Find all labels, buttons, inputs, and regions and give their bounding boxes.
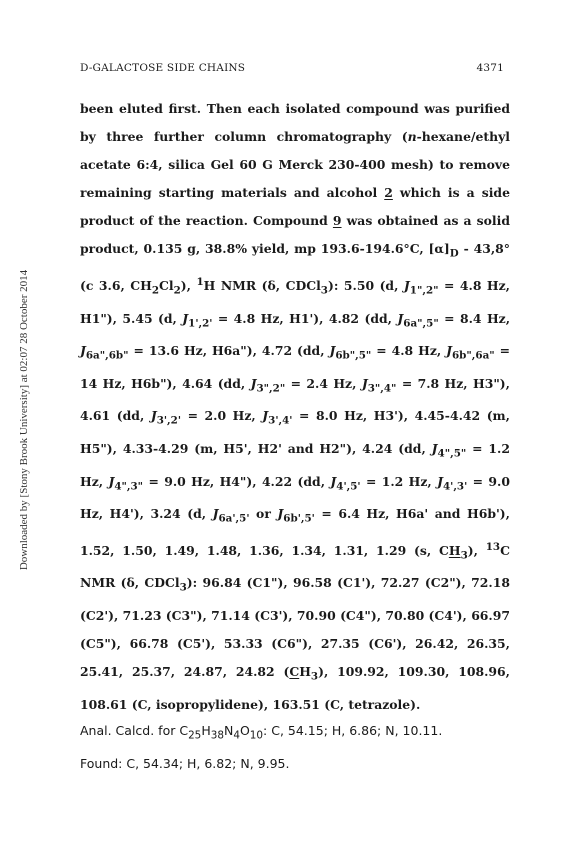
- coupling-j: J: [403, 278, 410, 294]
- subscript: 3',4': [268, 414, 293, 427]
- subscript: 3: [310, 670, 319, 683]
- coupling-j: J: [108, 473, 115, 489]
- analysis-calcd: [80, 717, 510, 750]
- subscript: D: [449, 247, 459, 260]
- paragraph-text: [80, 95, 510, 719]
- subscript: 6b",6a": [452, 349, 495, 362]
- text-run: = 4.8 Hz, H1"), 5.45 (d,: [80, 278, 510, 326]
- subscript: 3',2': [156, 414, 181, 427]
- coupling-j: J: [431, 440, 438, 456]
- text-run: = 4.8 Hz, H1'), 4.82 (dd,: [212, 310, 398, 326]
- text-run: = 8.0 Hz, H3'), 4.45-4.42 (m, H5"), 4.33-4.29 (m, H5', H2' and H2"), 4.24 (dd,: [80, 408, 510, 456]
- text-run: = 9.0 Hz, H4'), 3.24 (d,: [80, 473, 510, 522]
- subscript: 6a",6b": [85, 349, 129, 362]
- subscript: 4',3': [442, 480, 468, 492]
- text-run: -hexane/ethyl acetate 6:4, silica Gel 60 G Merck 230-400 mesh) to remove remaining starting materials and alcohol: [80, 129, 510, 201]
- text-run: = 1.2 Hz,: [80, 440, 510, 489]
- text-run: = 2.0 Hz,: [181, 408, 263, 424]
- text-run: = 1.2 Hz,: [360, 473, 438, 489]
- subscript: 4",5": [437, 447, 467, 460]
- coupling-j: J: [437, 473, 443, 489]
- coupling-j: J: [212, 506, 219, 522]
- subscript: 4: [233, 729, 240, 742]
- watermark-text: Downloaded by [Stony Brook University] at 02:07 28 October 2014: [18, 269, 31, 571]
- elemental-analysis: [80, 717, 510, 778]
- subscript: 10: [249, 729, 264, 742]
- text-run: = 13.6 Hz, H6a"), 4.72 (dd,: [128, 343, 330, 359]
- experimental-paragraph: [80, 95, 510, 719]
- subscript: 4",3": [114, 480, 144, 492]
- superscript: 13: [485, 540, 501, 553]
- subscript: 4',5': [336, 480, 361, 492]
- coupling-j: J: [262, 408, 269, 424]
- text-run: ), 109.92, 109.30, 108.96, 108.61 (C, isopropylidene), 163.51 (C, tetrazole).: [80, 664, 510, 712]
- text-run: H: [299, 664, 311, 680]
- subscript: 1',2': [188, 317, 213, 330]
- subscript: 3",2": [256, 382, 286, 395]
- subscript: 3: [179, 581, 187, 594]
- text-run: H: [201, 723, 211, 738]
- text-run: - 43,8° (c 3.6, CH: [80, 241, 510, 294]
- download-watermark: [14, 190, 34, 650]
- text-run: O: [239, 723, 250, 738]
- superscript: 1: [196, 276, 204, 289]
- underlined-h: H: [448, 542, 461, 558]
- text-run: which is a side product of the reaction. Compound: [80, 185, 510, 229]
- subscript: 6a",5": [403, 317, 439, 330]
- coupling-j: J: [329, 343, 336, 359]
- subscript: 3",4": [367, 382, 397, 395]
- coupling-j: J: [182, 310, 189, 326]
- text-run: been eluted first. Then each isolated compound was purified by three further column chromatography (: [80, 101, 510, 145]
- subscript: 38: [210, 729, 224, 742]
- text-run: ),: [467, 542, 486, 558]
- page-number: 4371: [476, 62, 504, 74]
- text-run: = 8.4 Hz,: [438, 310, 511, 326]
- text-run: was obtained as a solid product, 0.135 g, 38.8% yield, mp 193.6-194.6°C, [α]: [80, 213, 510, 257]
- text-run: ): 5.50 (d,: [327, 278, 404, 294]
- text-run: = 2.4 Hz,: [285, 375, 362, 391]
- running-head: [80, 60, 504, 76]
- italic-n: n: [407, 129, 417, 145]
- text-run: H NMR (δ, CDCl: [203, 278, 321, 294]
- compound-number: 2: [384, 185, 393, 201]
- coupling-j: J: [277, 506, 284, 522]
- coupling-j: J: [250, 375, 257, 391]
- text-run: N: [223, 723, 234, 738]
- text-run: or: [249, 506, 278, 522]
- subscript: 6a',5': [218, 512, 250, 525]
- running-head-title: D-GALACTOSE SIDE CHAINS: [80, 62, 246, 74]
- text-run: Cl: [159, 278, 174, 294]
- subscript: 3: [460, 549, 468, 562]
- coupling-j: J: [446, 343, 452, 359]
- subscript: 1",2": [409, 284, 439, 297]
- text-run: Anal. Calcd. for C: [80, 723, 189, 738]
- text-run: = 6.4 Hz, H6a' and H6b'), 1.52, 1.50, 1.49, 1.48, 1.36, 1.34, 1.31, 1.29 (s, C: [80, 506, 510, 558]
- subscript: 3: [320, 284, 328, 297]
- text-run: ),: [180, 278, 197, 294]
- subscript: 2: [151, 284, 160, 297]
- underlined-c: C: [289, 664, 300, 680]
- subscript: 6b",5": [335, 349, 372, 362]
- text-run: = 7.8 Hz, H3"), 4.61 (dd,: [80, 375, 510, 424]
- text-run: = 9.0 Hz, H4"), 4.22 (dd,: [143, 473, 331, 489]
- compound-number: 9: [332, 213, 342, 229]
- text-run: ): 96.84 (C1"), 96.58 (C1'), 72.27 (C2"), 72.18 (C2'), 71.23 (C3"), 71.14 (C3'), 70.90 (C4"), 70.80 (C4'), 66.97 (C5"), 66.78 (C5'), 53.33 (C6"), 27.35 (C6'), 26.42, 26.35, 25.41, 25.37, 24.87, 24.82 (: [80, 575, 510, 680]
- text-run: = 14 Hz, H6b"), 4.64 (dd,: [80, 343, 510, 391]
- text-run: = 4.8 Hz,: [371, 343, 447, 359]
- text-run: C NMR (δ, CDCl: [80, 542, 510, 591]
- coupling-j: J: [330, 473, 337, 489]
- coupling-j: J: [150, 408, 157, 424]
- text-run: : C, 54.15; H, 6.86; N, 10.11.: [263, 723, 443, 738]
- subscript: 2: [173, 284, 181, 297]
- subscript: 25: [188, 729, 202, 742]
- analysis-found: Found: C, 54.34; H, 6.82; N, 9.95.: [80, 755, 290, 771]
- coupling-j: J: [397, 310, 404, 326]
- coupling-j: J: [361, 375, 368, 391]
- coupling-j: J: [80, 343, 86, 359]
- subscript: 6b',5': [283, 512, 315, 525]
